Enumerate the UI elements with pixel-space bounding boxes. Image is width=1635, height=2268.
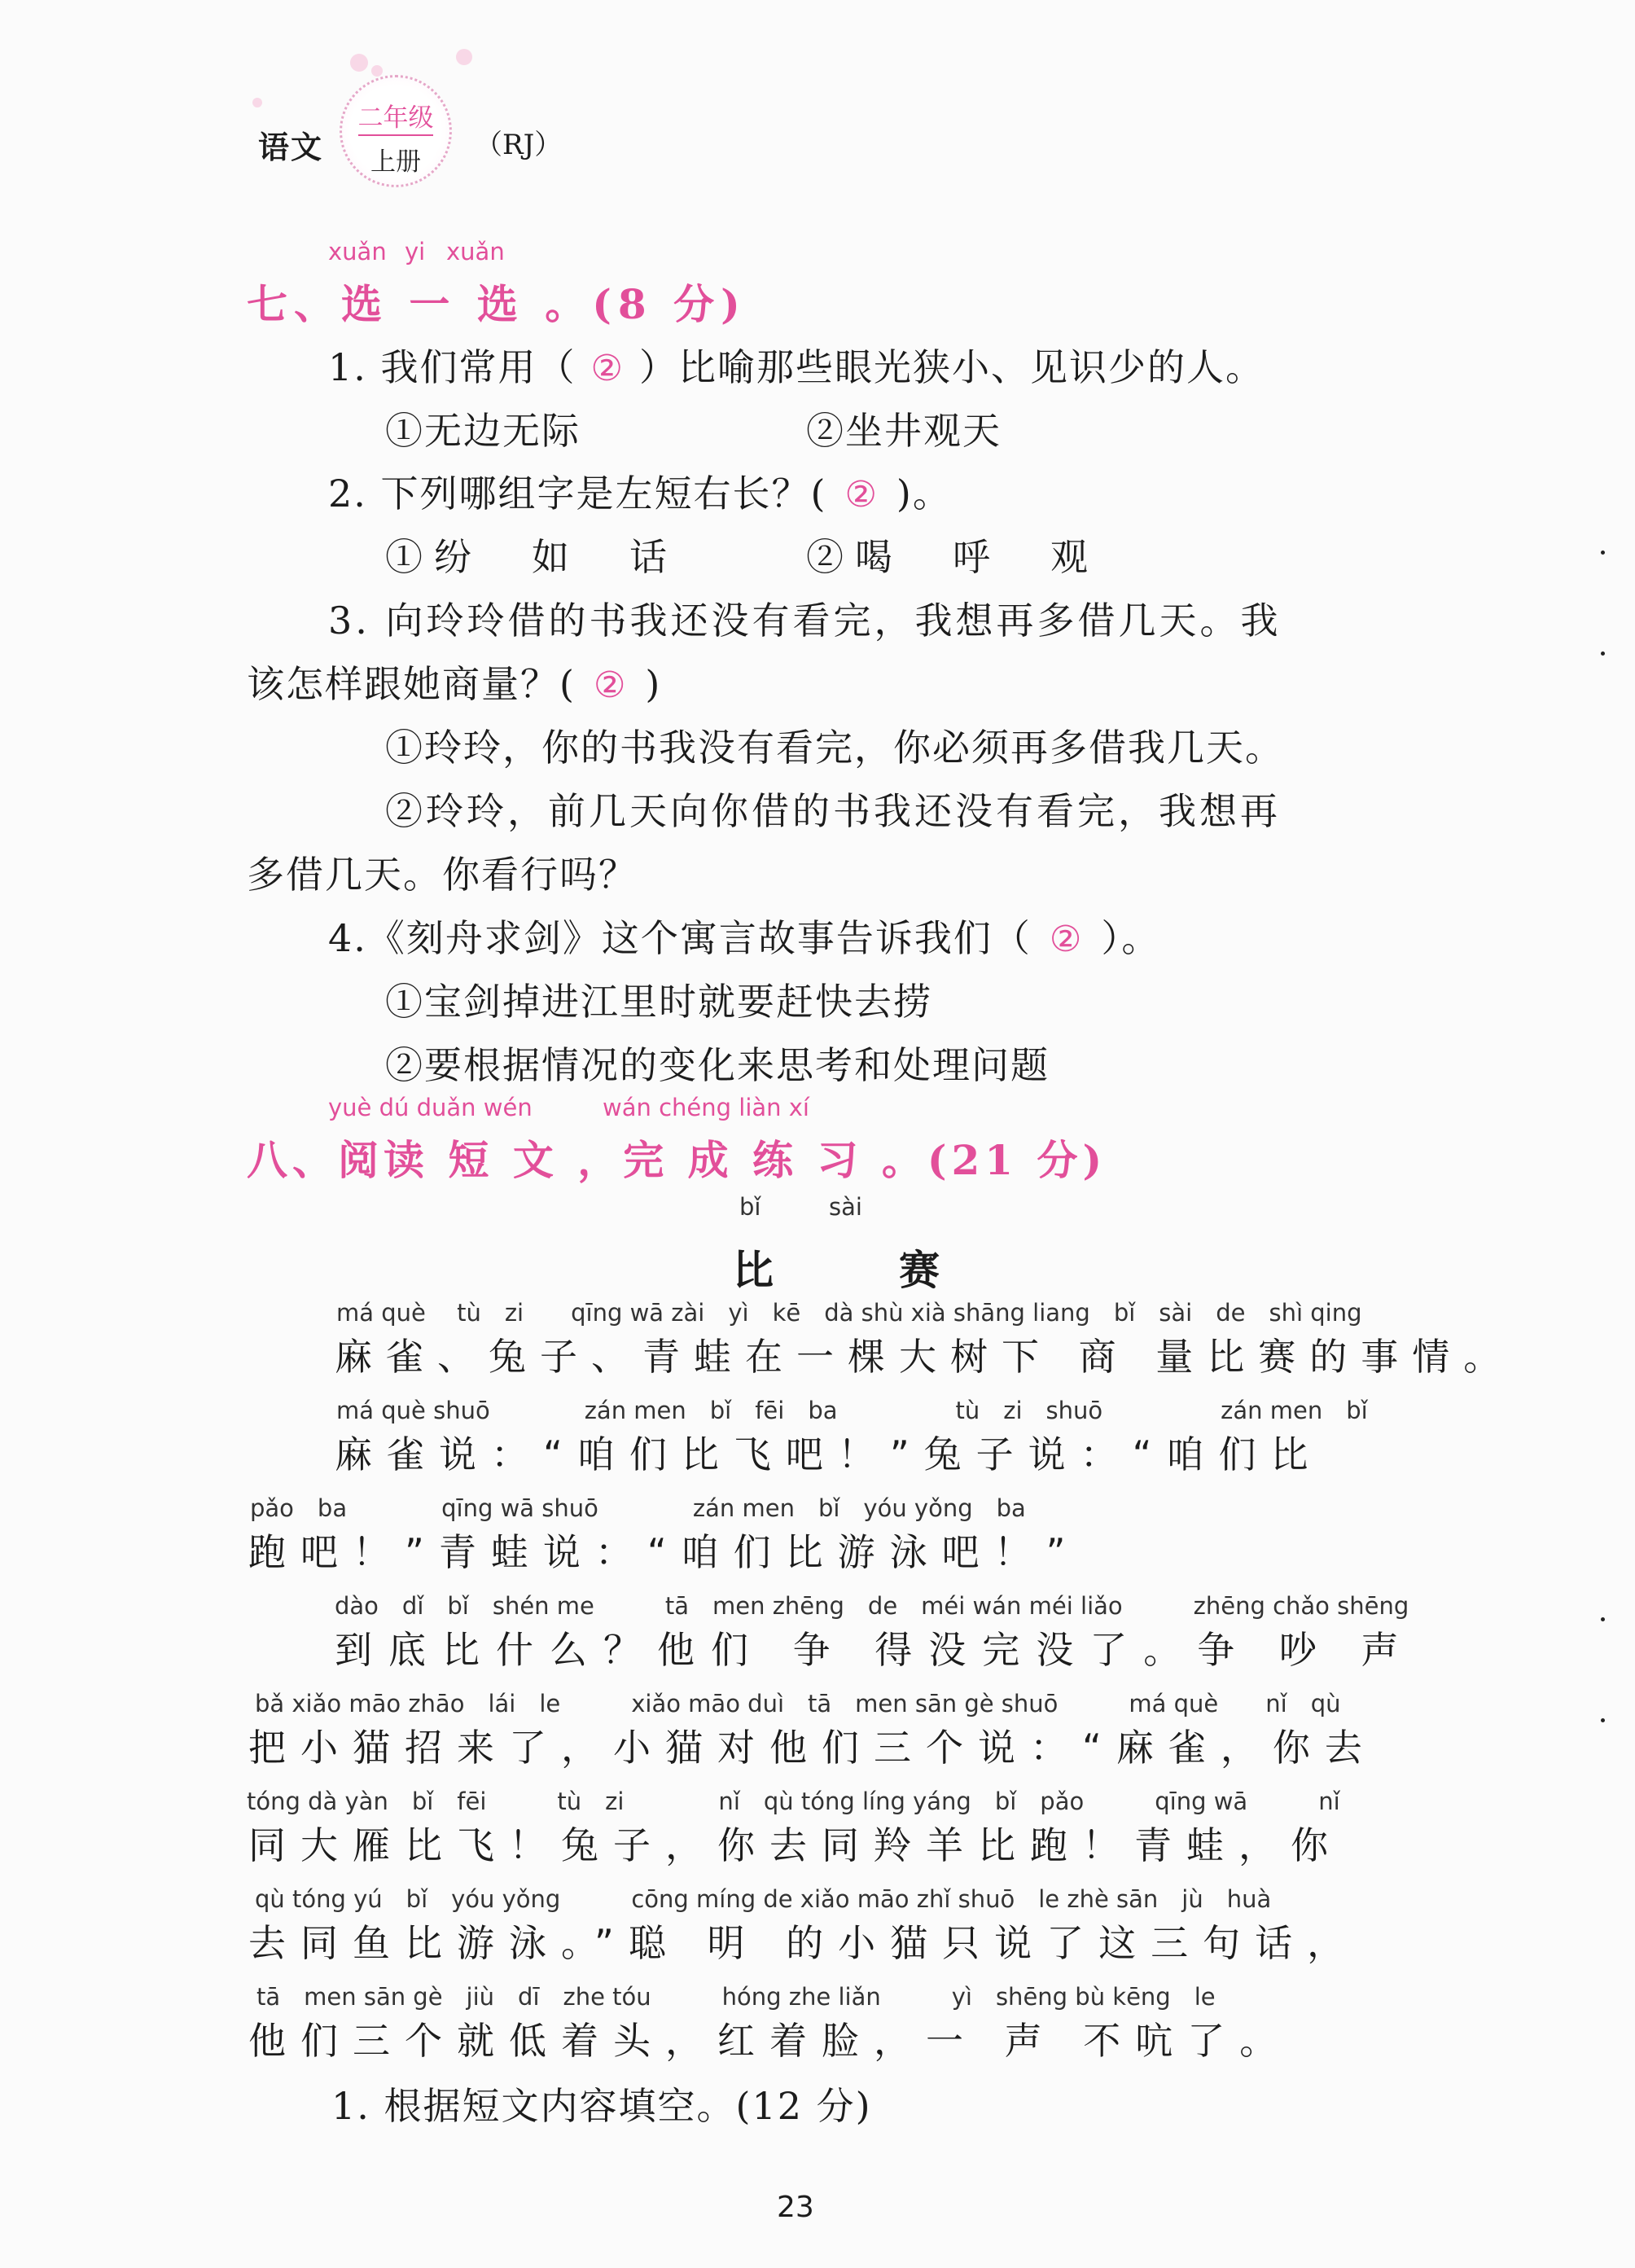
section7-pinyin-3: xuǎn	[446, 238, 505, 265]
story-pinyin-4: dào dǐ bǐ shén me tā men zhēng de méi wán méi liǎo zhēng chǎo shēng	[335, 1592, 1409, 1620]
blossom-decoration	[252, 98, 262, 107]
q4-option-1: ①宝剑掉进江里时就要赶快去捞	[385, 980, 932, 1024]
story-pinyin-5: bǎ xiǎo māo zhāo lái le xiǎo māo duì tā men sān gè shuō má què nǐ qù	[255, 1690, 1341, 1717]
story-pinyin-8: tā men sān gè jiù dī zhe tóu hóng zhe liǎn yì shēng bù kēng le	[256, 1983, 1216, 2011]
story-title: 比 赛	[733, 1246, 982, 1294]
story-title-pinyin-1: bǐ	[739, 1193, 761, 1221]
q3-option-1: ①玲玲，你的书我没有看完，你必须再多借我几天。	[385, 726, 1284, 770]
edition-label: （RJ）	[475, 129, 563, 161]
q2-answer: ②	[844, 474, 879, 515]
story-line-1: 麻雀、兔子、青蛙在一棵大树下 商 量比赛的事情。	[335, 1335, 1515, 1379]
q4-answer: ②	[1049, 919, 1084, 960]
story-line-3: 跑吧！”青蛙说：“咱们比游泳吧！”	[248, 1530, 1081, 1574]
margin-speck	[1601, 1718, 1605, 1722]
q3-stem-line2: 该怎样跟她商量？( ② )	[247, 662, 662, 706]
story-line-7: 去同鱼比游泳。”聪 明 的小猫只说了这三句话，	[248, 1921, 1360, 1965]
q2-option-1: ①纷 如 话	[385, 535, 678, 579]
q1-answer: ②	[590, 348, 625, 389]
story-pinyin-7: qù tóng yú bǐ yóu yǒng cōng míng de xiǎo māo zhǐ shuō le zhè sān jù huà	[255, 1885, 1272, 1913]
section8-pinyin-1: yuè dú duǎn wén	[328, 1094, 533, 1121]
q3-answer: ②	[593, 665, 628, 706]
margin-speck	[1601, 651, 1605, 656]
q1-option-1: ①无边无际	[385, 409, 581, 453]
subject-label: 语文	[258, 129, 324, 165]
q4-option-2: ②要根据情况的变化来思考和处理问题	[385, 1043, 1050, 1087]
story-pinyin-1: má què tù zi qīng wā zài yì kē dà shù xià shāng liang bǐ sài de shì qing	[336, 1299, 1362, 1327]
story-line-2: 麻雀说：“咱们比飞吧！”兔子说：“咱们比	[335, 1432, 1323, 1476]
q1-option-2: ②坐井观天	[806, 409, 1002, 453]
q3-option-2-line1: ②玲玲，前几天向你借的书我还没有看完，我想再	[385, 789, 1281, 833]
badge-divider	[358, 134, 433, 136]
story-pinyin-6: tóng dà yàn bǐ fēi tù zi nǐ qù tóng líng yáng bǐ pǎo qīng wā nǐ	[247, 1788, 1340, 1815]
story-line-4: 到底比什么？他们 争 得没完没了。争 吵 声	[335, 1628, 1415, 1672]
section7-pinyin-2: yi	[405, 238, 426, 265]
margin-speck	[1601, 1617, 1605, 1621]
page-number: 23	[777, 2191, 814, 2224]
grade-label: 二年级	[357, 103, 434, 133]
story-title-pinyin-2: sài	[829, 1193, 862, 1221]
section8-pinyin-2: wán chéng liàn xí	[603, 1094, 809, 1121]
blossom-decoration	[350, 54, 368, 72]
q2-option-2: ②喝 呼 观	[806, 535, 1099, 579]
blossom-decoration	[371, 65, 383, 77]
story-line-6: 同大雁比飞！兔子，你去同羚羊比跑！青蛙，你	[248, 1823, 1343, 1867]
q4-stem: 4.《刻舟求剑》这个寓言故事告诉我们（ ② ）。	[328, 916, 1161, 960]
story-pinyin-2: má què shuō zán men bǐ fēi ba tù zi shuō zán men bǐ	[336, 1397, 1368, 1424]
q3-stem-line1: 3. 向玲玲借的书我还没有看完，我想再多借几天。我	[328, 599, 1282, 643]
story-pinyin-3: pǎo ba qīng wā shuō zán men bǐ yóu yǒng ba	[250, 1494, 1026, 1522]
q2-stem: 2. 下列哪组字是左短右长？( ② )。	[328, 472, 952, 515]
section7-title: 七、选 一 选 。(8 分)	[247, 280, 747, 328]
section8-q1: 1. 根据短文内容填空。(12 分)	[331, 2084, 872, 2128]
blossom-decoration	[456, 49, 472, 65]
story-line-5: 把小猫招来了，小猫对他们三个说：“麻雀，你去	[248, 1726, 1377, 1770]
volume-label: 上册	[370, 147, 421, 177]
section7-pinyin-1: xuǎn	[328, 238, 387, 265]
section8-title: 八、阅读 短 文 ，完 成 练 习 。(21 分)	[247, 1136, 1107, 1184]
margin-speck	[1601, 551, 1605, 555]
q3-option-2-line2: 多借几天。你看行吗？	[247, 853, 638, 897]
q1-stem: 1. 我们常用（ ② ）比喻那些眼光狭小、见识少的人。	[328, 345, 1265, 389]
story-line-8: 他们三个就低着头，红着脸，一 声 不吭了。	[248, 2019, 1292, 2063]
grade-badge	[340, 75, 452, 187]
